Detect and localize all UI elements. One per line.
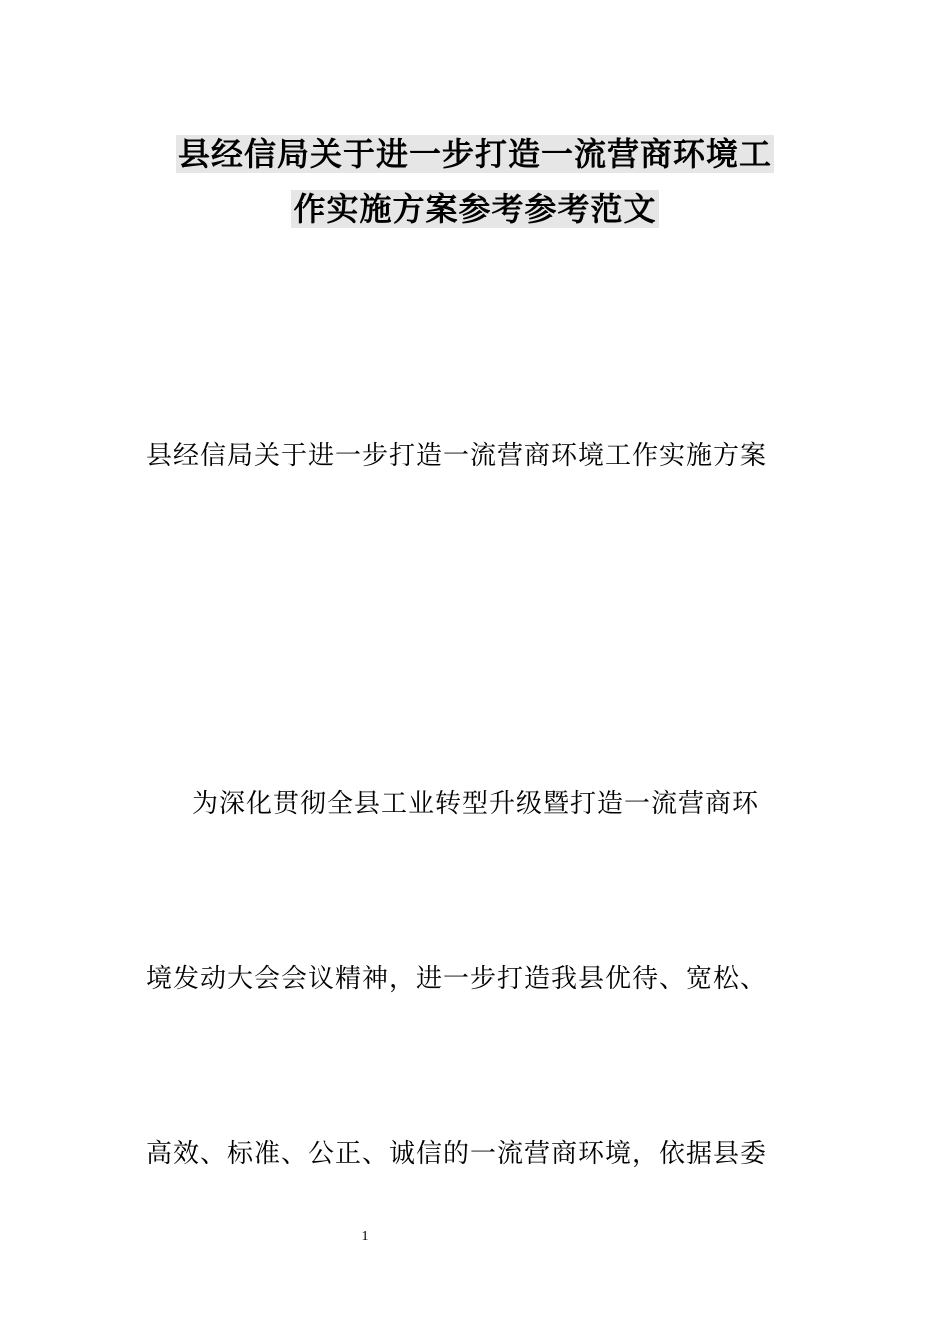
document-subtitle: 县经信局关于进一步打造一流营商环境工作实施方案: [146, 441, 768, 471]
paragraph-line-2: 境发动大会会议精神，进一步打造我县优待、宽松、: [146, 964, 768, 994]
paragraph-line-1: 为深化贯彻全县工业转型升级暨打造一流营商环: [192, 789, 760, 819]
paragraph-line-3: 高效、标准、公正、诚信的一流营商环境，依据县委: [146, 1139, 768, 1169]
title-highlight-2: 作实施方案参考参考范文: [293, 190, 657, 228]
document-title-line-2: [0, 189, 950, 229]
title-highlight-1: 县经信局关于进一步打造一流营商环境工: [177, 135, 772, 173]
page-number: 1: [361, 1229, 369, 1244]
document-title-line-1: [0, 134, 950, 174]
